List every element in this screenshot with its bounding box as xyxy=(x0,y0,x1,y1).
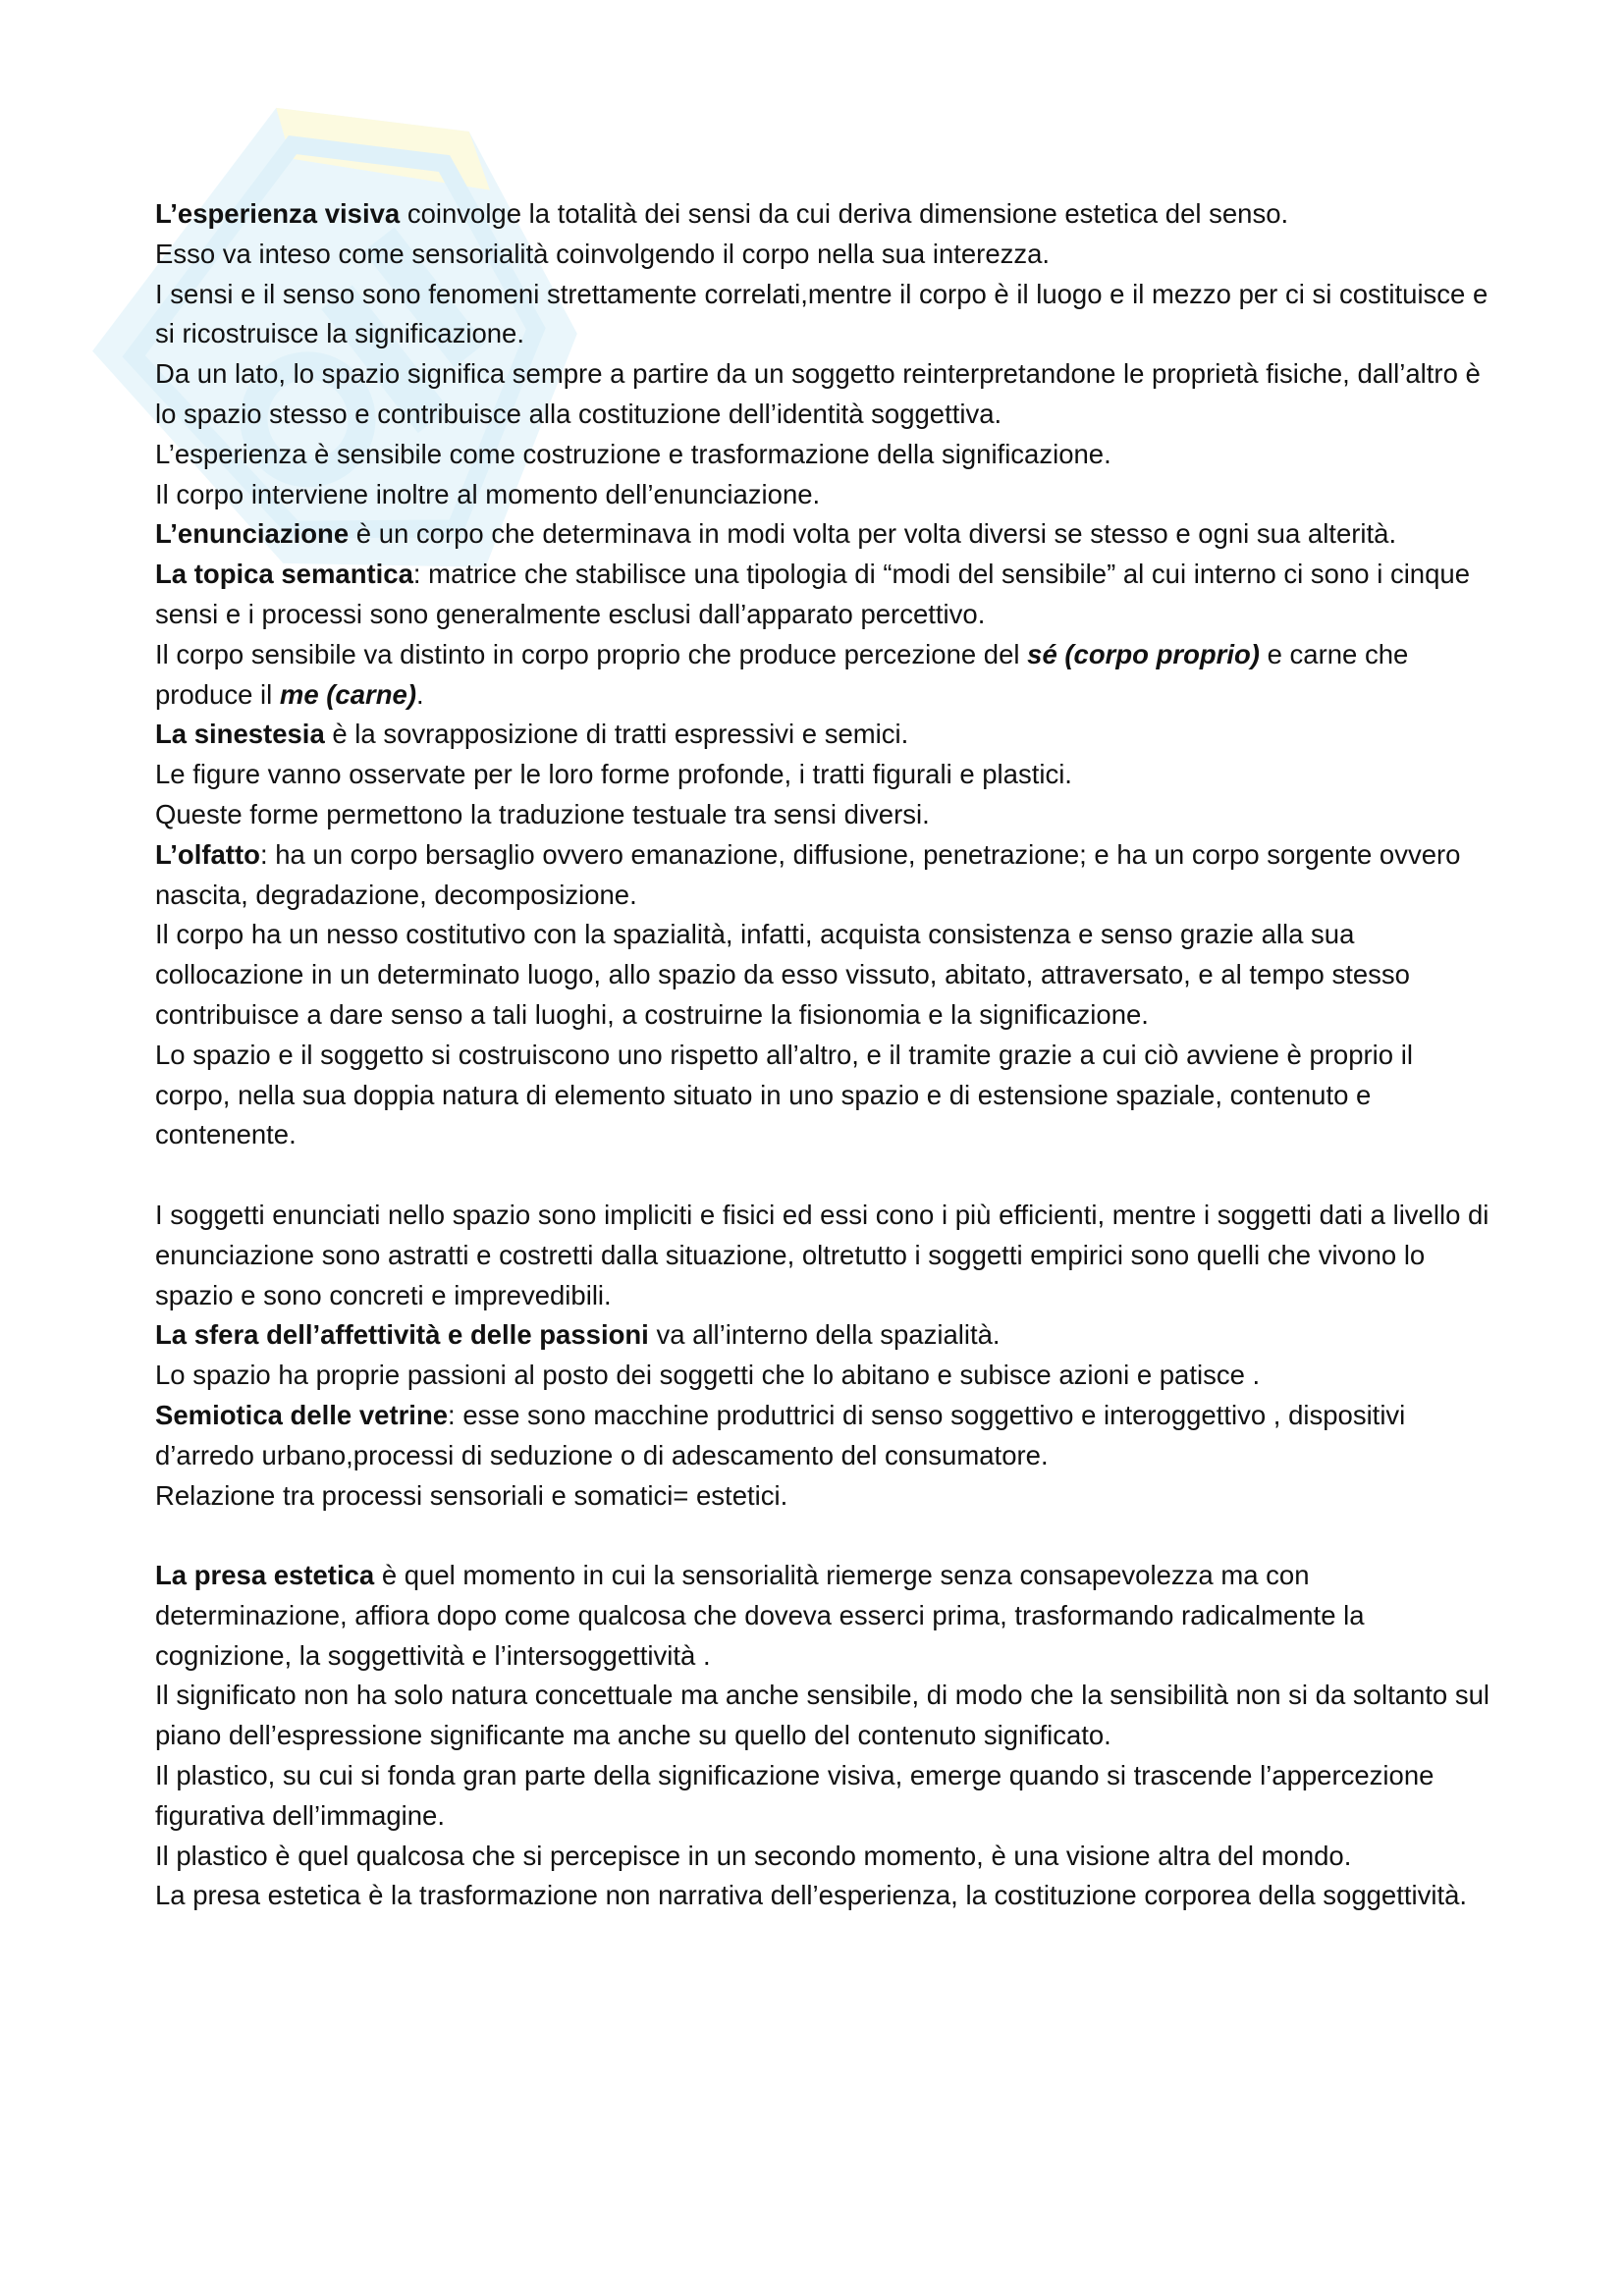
paragraph-corpo-spazialita: Il corpo ha un nesso costitutivo con la spazialità, infatti, acquista consistenza e senso grazie alla sua collocazione in un determinato luogo, allo spazio da esso vissuto, abitato, attraversato, e al tempo stesso contribuisce a dare senso a tali luoghi, a costruirne la fisionomia e la significazione. xyxy=(155,919,1410,1030)
term-sinestesia: La sinestesia xyxy=(155,719,325,750)
paragraph-sensorialita: Esso va inteso come sensorialità coinvolgendo il corpo nella sua interezza. xyxy=(155,238,1051,269)
paragraph-plastico: Il plastico, su cui si fonda gran parte della significazione visiva, emerge quando si trascende l’appercezione figurativa dell’immagine. xyxy=(155,1760,1435,1831)
paragraph-sinestesia: La sinestesia è la sovrapposizione di tratti espressivi e semici. xyxy=(155,719,909,750)
paragraph-soggetti-enunciati: I soggetti enunciati nello spazio sono impliciti e fisici ed essi cono i più efficienti, mentre i soggetti dati a livello di enunciazione sono astratti e costretti dalla situazione, oltretutto i soggetti empirici sono quelli che vivono lo spazio e sono concreti e imprevedibili. xyxy=(155,1199,1489,1310)
paragraph-plastico-visione: Il plastico è quel qualcosa che si percepisce in un secondo momento, è una visione altra del mondo. xyxy=(155,1840,1352,1871)
paragraph-topica-semantica: La topica semantica: matrice che stabilisce una tipologia di “modi del sensibile” al cui interno ci sono i cinque sensi e i processi sono generalmente esclusi dall’apparato percettivo. xyxy=(155,559,1470,629)
paragraph-processi-sensoriali: Relazione tra processi sensoriali e somatici= estetici. xyxy=(155,1479,788,1511)
term-olfatto: L’olfatto xyxy=(155,838,260,870)
paragraph-forme: Queste forme permettono la traduzione testuale tra sensi diversi. xyxy=(155,798,930,829)
paragraph-significato: Il significato non ha solo natura concettuale ma anche sensibile, di modo che la sensibilità non si da soltanto sul piano dell’espressione significante ma anche su quello del contenuto significato. xyxy=(155,1680,1490,1751)
term-enunciazione: L’enunciazione xyxy=(155,518,350,550)
paragraph-affettivita: La sfera dell’affettività e delle passioni va all’interno della spazialità. xyxy=(155,1319,1001,1351)
term-affettivita-passioni: La sfera dell’affettività e delle passioni xyxy=(155,1319,649,1351)
paragraph-gap xyxy=(155,1516,1490,1556)
paragraph-spazio: Da un lato, lo spazio significa sempre a partire da un soggetto reinterpretandone le proprietà fisiche, dall’altro è lo spazio stesso e contribuisce alla costituzione dell’identità soggettiva. xyxy=(155,358,1481,429)
paragraph-enunciazione: L’enunciazione è un corpo che determinava in modi volta per volta diversi se stesso e ogni sua alterità. xyxy=(155,518,1397,550)
paragraph-figure: Le figure vanno osservate per le loro forme profonde, i tratti figurali e plastici. xyxy=(155,759,1072,790)
paragraph-corpo-enunciazione: Il corpo interviene inoltre al momento dell’enunciazione. xyxy=(155,478,821,509)
paragraph-gap xyxy=(155,1155,1490,1196)
paragraph-corpo-sensibile: Il corpo sensibile va distinto in corpo proprio che produce percezione del sé (corpo proprio) e carne che produce il me (carne). xyxy=(155,638,1409,710)
term-me-carne: me (carne) xyxy=(279,678,416,710)
term-topica-semantica: La topica semantica xyxy=(155,559,413,590)
paragraph-spazio-soggetto: Lo spazio e il soggetto si costruiscono uno rispetto all’altro, e il tramite grazie a cui ciò avviene è proprio il corpo, nella sua doppia natura di elemento situato in uno spazio e di estensione spaziale, contenuto e contenente. xyxy=(155,1039,1413,1150)
term-esperienza-visiva: L’esperienza visiva xyxy=(155,198,401,229)
document-body xyxy=(155,194,1490,1916)
paragraph-sensi-corpo: I sensi e il senso sono fenomeni strettamente correlati,mentre il corpo è il luogo e il mezzo per ci si costituisce e si ricostruisce la significazione. xyxy=(155,278,1489,349)
paragraph-olfatto: L’olfatto: ha un corpo bersaglio ovvero emanazione, diffusione, penetrazione; e ha un corpo sorgente ovvero nascita, degradazione, decomposizione. xyxy=(155,838,1461,910)
paragraph-presa-estetica: La presa estetica è quel momento in cui la sensorialità riemerge senza consapevolezza ma con determinazione, affiora dopo come qualcosa che doveva esserci prima, trasformando radicalmente la cognizione, la soggettività e l’intersoggettività . xyxy=(155,1560,1365,1671)
term-semiotica-vetrine: Semiotica delle vetrine xyxy=(155,1399,449,1430)
paragraph-presa-estetica-trasformazione: La presa estetica è la trasformazione non narrativa dell’esperienza, la costituzione corporea della soggettività. xyxy=(155,1880,1468,1911)
paragraph-esperienza-visiva: L’esperienza visiva coinvolge la totalità dei sensi da cui deriva dimensione estetica del senso. xyxy=(155,198,1289,229)
paragraph-passioni-spazio: Lo spazio ha proprie passioni al posto dei soggetti che lo abitano e subisce azioni e patisce . xyxy=(155,1360,1261,1391)
paragraph-esperienza-sensibile: L’esperienza è sensibile come costruzione e trasformazione della significazione. xyxy=(155,438,1111,469)
term-se-corpo-proprio: sé (corpo proprio) xyxy=(1027,638,1260,669)
paragraph-vetrine: Semiotica delle vetrine: esse sono macchine produttrici di senso soggettivo e interoggettivo , dispositivi d’arredo urbano,processi di seduzione o di adescamento del consumatore. xyxy=(155,1399,1406,1470)
term-presa-estetica: La presa estetica xyxy=(155,1560,375,1591)
